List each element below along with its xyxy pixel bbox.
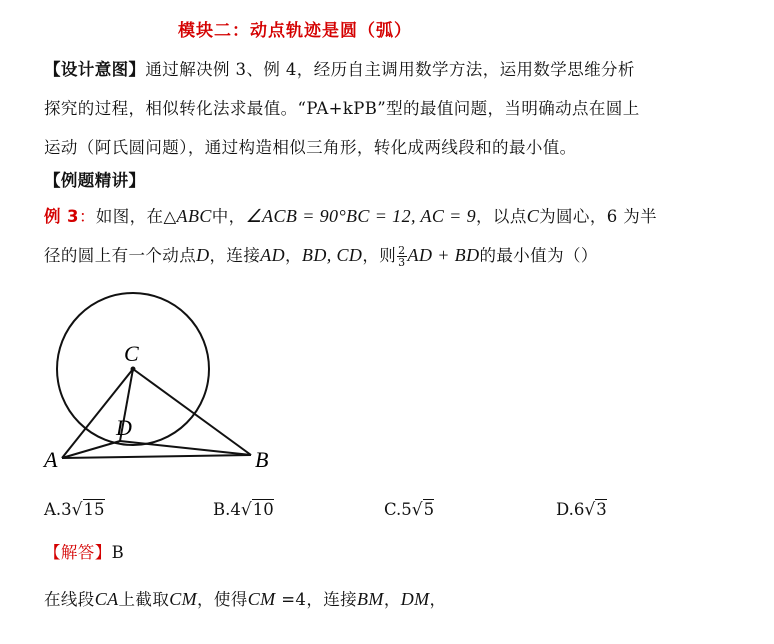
option-b bbox=[213, 500, 274, 520]
example-text: 径的圆上有一个动点 bbox=[44, 246, 197, 265]
example-line-1 bbox=[44, 197, 744, 236]
example-text: ，以点 bbox=[476, 207, 527, 226]
example-text: ， bbox=[285, 246, 302, 265]
label-d: D bbox=[116, 415, 132, 440]
option-b-radicand: 10 bbox=[252, 500, 274, 519]
option-c bbox=[384, 500, 434, 520]
solution-text: 在线段 bbox=[44, 590, 95, 609]
module-title: 模块二：动点轨迹是圆（弧） bbox=[178, 21, 412, 41]
option-c-prefix: C.5 bbox=[384, 500, 412, 519]
design-intent-line-1 bbox=[44, 50, 744, 89]
design-intent-paragraph bbox=[44, 50, 744, 167]
segment-dm: DM bbox=[400, 589, 430, 609]
answer-line bbox=[44, 533, 744, 572]
option-c-radicand: 5 bbox=[423, 500, 435, 519]
point-d: D bbox=[196, 245, 210, 265]
option-b-prefix: B.4 bbox=[213, 500, 241, 519]
segment-ab bbox=[62, 455, 251, 458]
segment-bm: BM bbox=[357, 589, 384, 609]
answer-value: B bbox=[111, 543, 125, 562]
solution-text: =4，连接 bbox=[275, 590, 358, 609]
example-text: 如图，在△ bbox=[95, 207, 177, 226]
example-colon: ： bbox=[78, 207, 96, 226]
radical-sign: √ bbox=[411, 500, 423, 520]
segment-db bbox=[120, 441, 251, 455]
radical-sign: √ bbox=[240, 500, 252, 520]
segment-ad-fig bbox=[62, 441, 120, 458]
label-b: B bbox=[255, 447, 269, 472]
solution-text: ， bbox=[429, 590, 447, 609]
solution-line bbox=[44, 580, 744, 619]
solution-text: ， bbox=[383, 590, 401, 609]
solution-text: ，使得 bbox=[197, 590, 248, 609]
design-intent-line-2: 探究的过程，相似转化法求最值。“PA+kPB”型的最值问题，当明确动点在圆上 bbox=[44, 99, 640, 118]
option-a-radicand: 15 bbox=[83, 500, 105, 519]
given-conditions: ∠ACB = 90°BC = 12, AC = 9 bbox=[245, 206, 477, 226]
example-line-2 bbox=[44, 236, 744, 275]
example-3-statement bbox=[44, 197, 744, 275]
solution-text: 上截取 bbox=[118, 590, 170, 609]
segment-ad: AD bbox=[260, 245, 286, 265]
design-intent-label: 【设计意图】 bbox=[44, 60, 146, 79]
example-text: 为圆心，6 为半 bbox=[539, 207, 658, 226]
design-intent-text-1: 通过解决例 3、例 4，经历自主调用数学方法，运用数学思维分析 bbox=[145, 60, 635, 79]
option-d bbox=[556, 500, 607, 520]
segment-cm: CM bbox=[247, 589, 276, 609]
segment-ca: CA bbox=[94, 589, 119, 609]
geometry-figure bbox=[40, 285, 340, 485]
segments-bd-cd: BD, CD bbox=[301, 245, 363, 265]
target-expression: AD + BD bbox=[407, 245, 480, 265]
point-c: C bbox=[526, 206, 540, 226]
radical-sign: √ bbox=[71, 500, 83, 520]
answer-label: 【解答】 bbox=[44, 543, 112, 562]
fraction-denominator: 3 bbox=[398, 256, 406, 269]
option-a-prefix: A.3 bbox=[44, 500, 72, 519]
label-a: A bbox=[44, 447, 58, 472]
example-text: 的最小值为（） bbox=[479, 246, 598, 265]
example-label: 例 3 bbox=[44, 207, 79, 226]
fraction-numerator: 2 bbox=[398, 244, 406, 257]
option-d-prefix: D.6 bbox=[556, 500, 585, 519]
example-text: ，则 bbox=[362, 246, 397, 265]
segment-cm: CM bbox=[169, 589, 198, 609]
option-a bbox=[44, 500, 105, 520]
example-text: 中， bbox=[211, 207, 246, 226]
section-heading: 【例题精讲】 bbox=[44, 171, 146, 190]
option-d-radicand: 3 bbox=[596, 500, 607, 519]
fraction-two-thirds bbox=[397, 245, 406, 268]
center-dot bbox=[131, 367, 136, 372]
radical-sign: √ bbox=[584, 500, 596, 520]
label-c: C bbox=[124, 341, 139, 366]
triangle-name: ABC bbox=[176, 206, 212, 226]
example-text: ，连接 bbox=[209, 246, 261, 265]
design-intent-line-3: 运动（阿氏圆问题），通过构造相似三角形，转化成两线段和的最小值。 bbox=[44, 138, 577, 157]
